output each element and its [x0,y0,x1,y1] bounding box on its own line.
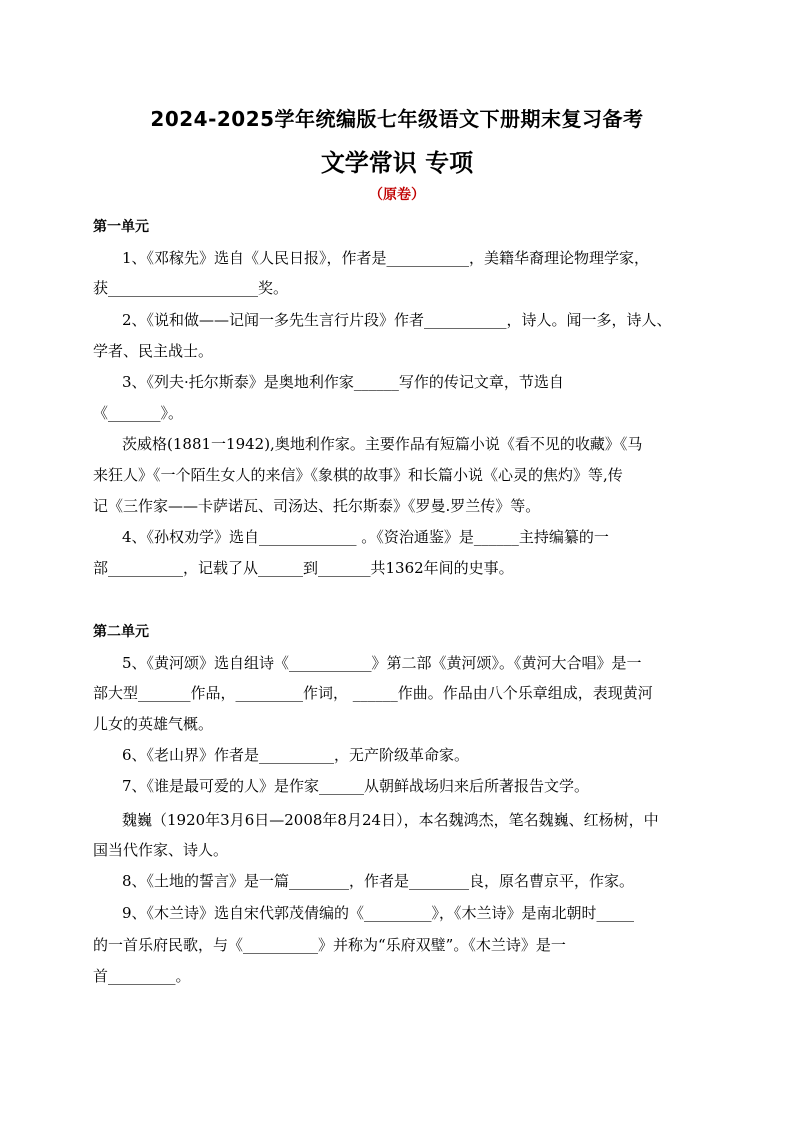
unit-2-line: 8、《土地的誓言》是一篇________，作者是________良，原名曹京平，作家。 [122,872,635,890]
unit-2-line: 7、《谁是最可爱的人》是作家______从朝鲜战场归来后所著报告文学。 [122,777,590,795]
unit-1-line: 来狂人》《一个陌生女人的来信》《象棋的故事》和长篇小说《心灵的焦灼》等,传 [93,466,623,484]
unit-1-line: 记《三作家——卡萨诺瓦、司汤达、托尔斯泰》《罗曼.罗兰传》等。 [93,497,541,515]
unit-2-heading: 第二单元 [93,624,149,640]
unit-1-line: 3、《列夫·托尔斯泰》是奥地利作家______写作的传记文章，节选自 [122,373,564,391]
unit-1-line: 4、《孙权劝学》选自_____________ 。《资治通鉴》是______主持编纂的一 [122,528,609,546]
document-title: 2024-2025学年统编版七年级语文下册期末复习备考 [150,107,644,131]
unit-1-line: 学者、民主战士。 [93,342,214,360]
unit-2-line: 儿女的英雄气概。 [93,715,214,733]
unit-2-line: 魏巍（1920年3月6日—2008年8月24日），本名魏鸿杰，笔名魏巍、红杨树，中 [122,811,659,829]
unit-1-line: 《_______》。 [93,404,184,422]
unit-2-line: 9、《木兰诗》选自宋代郭茂倩编的《_________》，《木兰诗》是南北朝时_____ [122,904,635,922]
unit-1-line: 2、《说和做——记闻一多先生言行片段》作者___________，诗人。闻一多，诗人、 [122,311,672,329]
unit-1-line: 1、《邓稼先》选自《人民日报》，作者是___________，美籍华裔理论物理学家， [122,249,650,267]
document-note: （原卷） [369,187,425,203]
unit-1-line: 茨威格(1881一1942),奥地利作家。主要作品有短篇小说《看不见的收藏》《马 [122,435,643,453]
unit-1-heading: 第一单元 [93,219,149,235]
unit-1-line: 部__________，记载了从______到_______共1362年间的史事。 [93,559,514,577]
unit-2-line: 5、《黄河颂》选自组诗《___________》第二部《黄河颂》。《黄河大合唱》是一 [122,654,642,672]
unit-1-line: 获____________________奖。 [93,279,289,297]
document-subtitle: 文学常识 专项 [320,149,474,177]
unit-2-line: 6、《老山界》作者是__________，无产阶级革命家。 [122,746,470,764]
unit-2-line: 部大型_______作品，_________作词， ______作曲。作品由八个乐章组成，表现黄河 [93,684,653,702]
unit-2-line: 首_________。 [93,967,191,985]
unit-2-line: 国当代作家、诗人。 [93,841,229,859]
unit-2-line: 的一首乐府民歌，与《__________》并称为“乐府双璧”。《木兰诗》是一 [93,936,566,954]
